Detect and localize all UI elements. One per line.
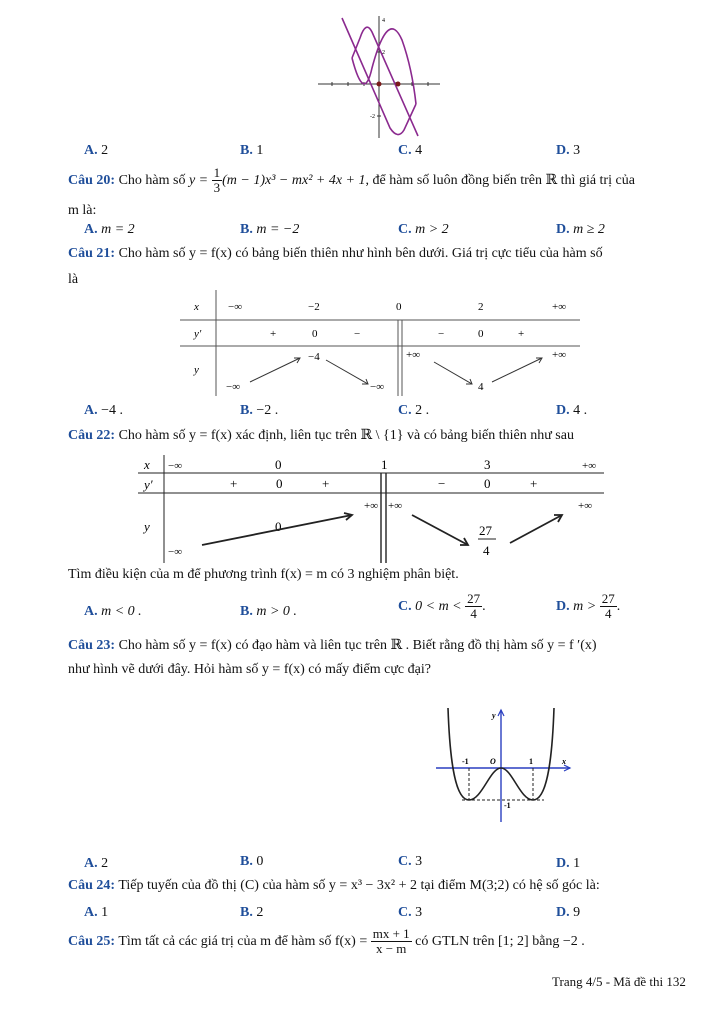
q23-option-d[interactable]: D. 1 <box>556 856 581 871</box>
q19-tick-4: 4 <box>382 18 385 24</box>
q22-y-label: y <box>144 519 150 534</box>
q22-x-1: 0 <box>275 457 282 472</box>
q21-y-3: +∞ <box>406 349 421 361</box>
q20-text-line2: m là: <box>68 203 97 218</box>
q22-x-3: 3 <box>484 457 491 472</box>
q22-x-4: +∞ <box>582 460 597 472</box>
q22-option-a[interactable]: A. m < 0 . <box>84 604 142 619</box>
q20-text: Câu 20: Cho hàm số y = $\frac{1}{3}$ (m − 1)x³ − mx² + 4x + 1, để hàm số luôn đồng biến trên ℝ thì giá trị của <box>68 165 635 196</box>
q21-sign-2: − <box>354 328 361 340</box>
q19-point-1 <box>377 82 382 87</box>
q22-option-c[interactable]: C. 0 < m < $\frac{27}{4}$ . <box>398 591 486 622</box>
q24-text: Câu 24: Tiếp tuyến của đồ thị (C) của hàm số y = x³ − 3x² + 2 tại điểm M(3;2) có hệ số góc là: <box>68 878 600 893</box>
q23-origin-label: O <box>490 757 496 766</box>
q23-option-c[interactable]: C. 3 <box>398 854 423 869</box>
q21-y-5: +∞ <box>552 349 567 361</box>
q21-x-label: x <box>194 301 199 313</box>
q21-text-line2: là <box>68 272 79 287</box>
q21-y-2: −∞ <box>370 381 385 393</box>
q19-tick-2: 2 <box>382 50 385 56</box>
q21-sign-5: + <box>518 328 525 340</box>
q19-graph <box>312 12 446 140</box>
q21-x-4: +∞ <box>552 301 567 313</box>
q21-option-d[interactable]: D. 4 . <box>556 403 588 418</box>
q19-option-c[interactable]: C. 4 <box>398 143 423 158</box>
q24-option-c[interactable]: C. 3 <box>398 905 423 920</box>
q21-option-b[interactable]: B. −2 . <box>240 403 279 418</box>
q21-sign-1: 0 <box>312 328 318 340</box>
q19-point-2 <box>396 82 401 87</box>
q22-option-d[interactable]: D. m > $\frac{27}{4}$ . <box>556 591 621 622</box>
q21-yp-label: y′ <box>194 328 202 340</box>
q23-option-a[interactable]: A. 2 <box>84 856 109 871</box>
q20-option-a[interactable]: A. m = 2 <box>84 222 135 237</box>
q24-option-a[interactable]: A. 1 <box>84 905 109 920</box>
q23-text-line2: như hình vẽ dưới đây. Hỏi hàm số y = f(x) có mấy điểm cực đại? <box>68 662 431 677</box>
q25-text: Câu 25: Tìm tất cả các giá trị của m để hàm số f(x) = $\frac{mx + 1}{x - m}$ có GTLN trên [1; 2] bằng −2 . <box>68 926 585 957</box>
q25-fraction: $\frac{mx + 1}{x - m}$ <box>372 926 410 957</box>
q22-x-2: 1 <box>381 457 388 472</box>
q21-sign-4: 0 <box>478 328 484 340</box>
q19-tick-neg2: -2 <box>370 114 375 120</box>
q22-yp-label: y′ <box>144 477 153 492</box>
q21-variation-table <box>180 290 580 396</box>
q22-condition: Tìm điều kiện của m để phương trình f(x) = m có 3 nghiệm phân biệt. <box>68 567 459 582</box>
q22-sign-5: + <box>530 476 538 491</box>
q22-y-frac-num: 27 <box>479 523 492 538</box>
q19-option-b[interactable]: B. 1 <box>240 143 264 158</box>
q24-option-d[interactable]: D. 9 <box>556 905 581 920</box>
q21-y-4: 4 <box>478 381 484 393</box>
q23-x-label: x <box>562 757 566 766</box>
q22-option-b[interactable]: B. m > 0 . <box>240 604 297 619</box>
q23-derivative-graph <box>434 706 576 826</box>
q22-sign-3: − <box>438 476 446 491</box>
q22-y-1: 0 <box>275 519 282 534</box>
q22-variation-table <box>138 455 604 563</box>
q22-y-3: +∞ <box>388 500 403 512</box>
q22-sign-1: 0 <box>276 476 283 491</box>
q21-x-3: 2 <box>478 301 484 313</box>
q21-sign-0: + <box>270 328 277 340</box>
q21-y-1: −∞ <box>226 381 241 393</box>
q20-fraction: $\frac{1}{3}$ <box>213 165 221 196</box>
q19-option-a[interactable]: A. 2 <box>84 143 109 158</box>
q20-option-c[interactable]: C. m > 2 <box>398 222 449 237</box>
q24-option-b[interactable]: B. 2 <box>240 905 264 920</box>
q23-neg1-y: -1 <box>504 801 511 810</box>
q22-sign-0: + <box>230 476 238 491</box>
q23-text: Câu 23: Cho hàm số y = f(x) có đạo hàm và liên tục trên ℝ . Biết rằng đồ thị hàm số y = f ′(x) <box>68 638 597 653</box>
q21-x-1: −2 <box>308 301 320 313</box>
q23-neg1-x: -1 <box>462 757 469 766</box>
q21-sign-3: − <box>438 328 445 340</box>
q21-option-c[interactable]: C. 2 . <box>398 403 430 418</box>
q22-y-frac-den: 4 <box>483 543 490 558</box>
q22-sign-4: 0 <box>484 476 491 491</box>
q21-x-0: −∞ <box>228 301 243 313</box>
q23-pos1-x: 1 <box>529 757 533 766</box>
q21-y-label: y <box>194 364 199 376</box>
q21-text: Câu 21: Cho hàm số y = f(x) có bảng biến thiên như hình bên dưới. Giá trị cực tiểu của hàm số <box>68 246 603 261</box>
q22-y-4: +∞ <box>578 500 593 512</box>
q22-x-0: −∞ <box>168 460 183 472</box>
q22-sign-2: + <box>322 476 330 491</box>
q19-curve-3 <box>352 29 416 104</box>
q19-option-d[interactable]: D. 3 <box>556 143 581 158</box>
q22-text: Câu 22: Cho hàm số y = f(x) xác định, liên tục trên ℝ \ {1} và có bảng biến thiên như sau <box>68 428 574 443</box>
q21-y-0: −4 <box>308 351 320 363</box>
q20-option-b[interactable]: B. m = −2 <box>240 222 300 237</box>
q22-x-label: x <box>144 457 150 472</box>
q22-y-0: −∞ <box>168 546 183 558</box>
q21-option-a[interactable]: A. −4 . <box>84 403 124 418</box>
q22-y-2: +∞ <box>364 500 379 512</box>
q21-x-2: 0 <box>396 301 402 313</box>
page-footer: Trang 4/5 - Mã đề thi 132 <box>552 974 686 989</box>
q20-option-d[interactable]: D. m ≥ 2 <box>556 222 605 237</box>
q23-y-label: y <box>492 711 496 720</box>
q23-option-b[interactable]: B. 0 <box>240 854 264 869</box>
